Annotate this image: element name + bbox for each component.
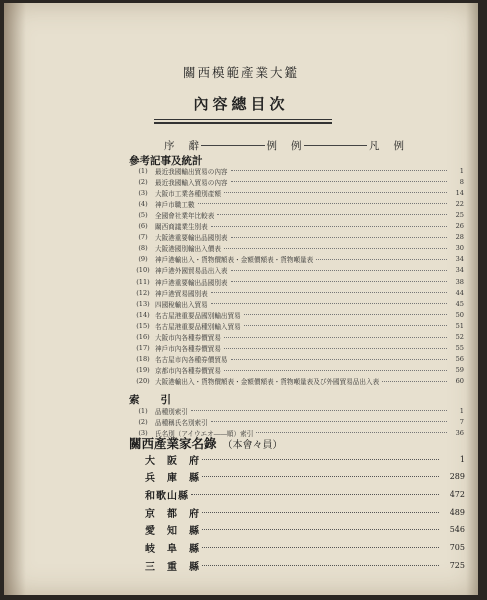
preface-char-1: 序 (164, 140, 175, 152)
directory-note: （本會々員） (222, 440, 283, 451)
entry-title: 關西商議業生別表 (155, 223, 208, 231)
entry-title: 品種稱氏名別索引 (155, 418, 208, 427)
entry-title: 京都市內各種券價貿易 (155, 367, 221, 376)
toc-entry (134, 298, 464, 309)
preface-dash (201, 145, 265, 146)
dot-leader (202, 547, 439, 548)
entry-title: 名古屋市內各種券價貿易 (155, 356, 228, 365)
entry-number: (5) (138, 210, 148, 219)
entry-page-number: 56 (455, 355, 464, 364)
toc-entry (134, 265, 464, 276)
entry-page-number: 22 (455, 199, 464, 208)
entry-page-number: 55 (455, 344, 464, 353)
toc-entry (134, 343, 464, 354)
entry-number: (19) (136, 366, 150, 375)
dot-leader (244, 325, 447, 326)
toc-entry (134, 416, 464, 427)
page-spine-shadow (4, 3, 26, 595)
entry-page-number: 28 (455, 233, 464, 242)
preface-line (164, 138, 404, 153)
entry-number: (13) (136, 299, 150, 308)
entry-page-number: 50 (455, 310, 464, 319)
entry-title: 最近我國輸入貿易の內容 (155, 178, 228, 187)
entry-number: (4) (138, 199, 148, 208)
dot-leader (224, 348, 447, 349)
toc-entry (134, 354, 464, 365)
dot-leader (382, 381, 447, 382)
toc-entry (134, 243, 464, 254)
dot-leader (202, 459, 439, 460)
toc-entry (134, 320, 464, 331)
entry-number: (16) (136, 333, 150, 341)
dot-leader (211, 421, 447, 422)
dot-leader (211, 303, 447, 304)
preface-char-2: 辭 (188, 140, 199, 152)
toc-entry (134, 376, 464, 387)
entry-page-number: 45 (455, 299, 464, 308)
toc-entry (134, 405, 464, 416)
dot-leader (202, 565, 439, 566)
entry-number: (10) (136, 266, 150, 275)
entry-number: (17) (136, 344, 150, 353)
entry-number: (6) (138, 222, 148, 230)
book-title: 關西模範產業大鑑 (182, 65, 299, 80)
entry-number: (8) (138, 244, 148, 253)
dot-leader (231, 181, 447, 182)
preface-char-6: 例 (393, 140, 404, 152)
entry-number: (12) (136, 288, 150, 297)
entry-page-number: 725 (449, 560, 465, 570)
toc-entry (145, 470, 465, 484)
dot-leader (202, 529, 439, 530)
entry-page-number: 489 (449, 507, 465, 517)
toc-entry (145, 558, 465, 572)
title-rule-thick (154, 122, 332, 124)
toc-entry (145, 505, 465, 519)
toc-entry (134, 209, 464, 220)
entry-title: 大阪市工業各種別產額 (155, 189, 221, 198)
entry-page-number: 51 (455, 321, 464, 330)
toc-entry (145, 487, 465, 501)
preface-char-5: 凡 (369, 140, 380, 152)
entry-title: 京 都 府 (145, 508, 200, 520)
preface-dash-2 (304, 145, 368, 146)
entry-page-number: 59 (455, 366, 464, 375)
entry-title: 神戶市內各種券價貿易 (155, 345, 221, 354)
preface-char-3: 例 (266, 140, 277, 152)
entry-page-number: 25 (455, 210, 464, 219)
dot-leader (202, 476, 439, 477)
toc-entry (145, 452, 465, 466)
toc-entry (145, 541, 465, 555)
entry-page-number: 26 (455, 222, 464, 230)
entry-title: 神戶港重要輸出品國別表 (155, 278, 228, 287)
dot-leader (191, 494, 439, 495)
entry-page-number: 1 (459, 406, 464, 415)
entry-title: 名古屋港重要品種別輸入貿易 (155, 322, 241, 331)
dot-leader (231, 237, 447, 238)
entry-page-number: 36 (455, 428, 464, 437)
entry-title: 三 重 縣 (145, 561, 200, 573)
entry-number: (18) (136, 355, 150, 364)
page-title: 內容總目次 (193, 95, 289, 113)
entry-number: (1) (138, 166, 148, 175)
entry-number: (2) (138, 177, 148, 186)
dot-leader (198, 203, 447, 204)
entry-title: 和歌山縣 (145, 490, 189, 502)
dot-leader (202, 512, 439, 513)
toc-entry (134, 254, 464, 265)
entry-title: 四國稅輸出入貿易 (155, 300, 208, 309)
entry-title: 神戶港貿易國別表 (155, 289, 208, 298)
entry-page-number: 1 (459, 166, 464, 175)
entry-number: (3) (138, 428, 148, 437)
toc-entry (134, 165, 464, 176)
dot-leader (217, 214, 447, 215)
entry-page-number: 705 (449, 543, 465, 552)
entry-title: 大阪港國別輸出入價表 (155, 245, 221, 254)
entry-number: (7) (138, 233, 148, 242)
page-edge-shadow (466, 3, 478, 595)
dot-leader (211, 226, 447, 227)
entry-page-number: 44 (455, 288, 464, 297)
entry-title: 兵 庫 縣 (145, 473, 200, 485)
toc-entry (134, 309, 464, 320)
dot-leader (224, 370, 447, 371)
section-heading-reference: 參考記事及統計 (129, 155, 203, 167)
dot-leader (231, 359, 447, 360)
dot-leader (256, 432, 447, 433)
entry-title: 大 阪 府 (145, 455, 200, 467)
preface-char-4: 例 (291, 140, 302, 152)
entry-page-number: 1 (459, 454, 465, 464)
entry-page-number: 34 (455, 255, 464, 264)
entry-title: 氏名別（アイウエオ――順）索引 (155, 429, 254, 438)
entry-page-number: 7 (459, 417, 464, 426)
entry-title: 神戶港輸出入・貨物價額表・金額價額表・貨物噸量表 (155, 256, 314, 265)
toc-entry (134, 198, 464, 209)
entry-title: 名古屋港重要品國別輸出貿易 (155, 311, 241, 320)
toc-entry (134, 332, 464, 343)
entry-page-number: 8 (459, 177, 464, 186)
dot-leader (224, 248, 447, 249)
entry-number: (3) (138, 188, 148, 197)
dot-leader (224, 337, 447, 338)
toc-entry (134, 187, 464, 198)
entry-page-number: 289 (449, 472, 465, 482)
entry-title: 全國會社業年比較表 (155, 211, 215, 220)
entry-title: 最近我國輸出貿易の內容 (155, 167, 228, 176)
toc-entry (134, 221, 464, 232)
entry-number: (14) (136, 310, 150, 319)
dot-leader (231, 170, 447, 171)
entry-title: 岐 阜 縣 (145, 544, 200, 555)
entry-page-number: 14 (455, 188, 464, 197)
toc-entry (134, 365, 464, 376)
entry-title: 愛 知 縣 (145, 526, 200, 538)
entry-page-number: 60 (455, 377, 464, 386)
entry-title: 神戶港外國貿易品出入表 (155, 267, 228, 276)
section-heading-index: 索 引 (129, 394, 171, 406)
dot-leader (316, 259, 447, 260)
entry-page-number: 30 (455, 244, 464, 253)
title-rule-thin (154, 119, 332, 120)
dot-leader (231, 270, 447, 271)
toc-entry (134, 287, 464, 298)
entry-page-number: 34 (455, 266, 464, 275)
entry-number: (20) (136, 377, 150, 386)
dot-leader (231, 281, 447, 282)
dot-leader (191, 410, 447, 411)
entry-number: (15) (136, 321, 150, 330)
entry-title: 大阪市內各種券價貿易 (155, 334, 221, 342)
toc-entry (134, 232, 464, 243)
entry-number: (2) (138, 417, 148, 426)
toc-entry (134, 276, 464, 287)
entry-page-number: 38 (455, 277, 464, 286)
entry-number: (1) (138, 406, 148, 415)
entry-number: (9) (138, 255, 148, 264)
entry-title: 品種別索引 (155, 407, 188, 416)
entry-title: 大阪港重要輸出品國別表 (155, 234, 228, 243)
directory-title: 關西產業家名錄 (129, 436, 217, 451)
entry-page-number: 546 (449, 525, 465, 535)
entry-page-number: 472 (449, 489, 465, 499)
dot-leader (211, 292, 447, 293)
entry-page-number: 52 (455, 333, 464, 341)
dot-leader (244, 314, 447, 315)
entry-title: 神戶市職工數 (155, 200, 195, 209)
entry-number: (11) (136, 277, 150, 286)
entry-title: 大阪港輸出入・貨物價額表・金額價額表・貨物噸量表及び外國貿易品出入表 (155, 378, 380, 387)
toc-entry (134, 176, 464, 187)
section-heading-directory (129, 434, 283, 452)
dot-leader (224, 192, 447, 193)
book-page (4, 3, 478, 595)
toc-entry (145, 523, 465, 537)
